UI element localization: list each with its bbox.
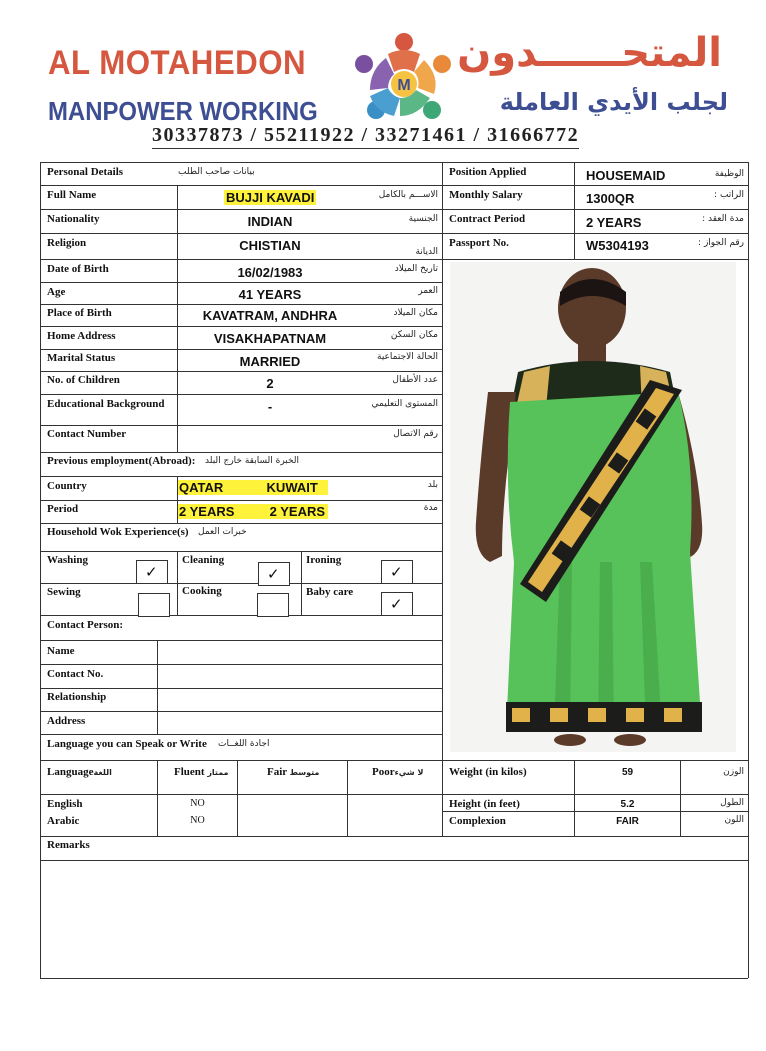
dob-label-ar: تاريخ الميلاد [394,264,438,274]
home-address-value: VISAKHAPATNAM [213,331,327,346]
passport-label: Passport No. [449,237,509,249]
monthly-salary-value: 1300QR [586,191,635,206]
contract-period-value: 2 YEARS [586,215,642,230]
children-label-ar: عدد الأطفال [392,375,438,385]
passport-value: W5304193 [586,238,649,253]
weight-label-ar: الوزن [723,767,744,777]
height-label-ar: الطول [720,798,744,808]
skill-cleaning-checkbox[interactable] [258,562,290,586]
full-name-label: Full Name [47,189,97,201]
relationship-label: Relationship [47,691,107,703]
household-label: Household Wok Experience(s) [47,526,189,538]
check-icon: ✓ [390,595,403,613]
contact-number-label-ar: رقم الاتصال [393,429,438,439]
monthly-salary-label-ar: الراتب : [714,190,744,200]
height-value: 5.2 [620,799,635,810]
household-label-ar: خبرات العمل [198,527,247,537]
contact-name-label: Name [47,645,75,657]
candidate-photo [450,262,736,752]
children-label: No. of Children [47,374,120,386]
period-values [178,504,328,519]
religion-value: CHISTIAN [239,238,301,253]
age-label-ar: العمر [418,286,438,296]
brand-name-ar: المتحــــــدون [457,30,722,76]
skill-babycare-checkbox[interactable] [381,592,413,616]
brand-subtitle-ar: لجلب الأيدي العاملة [499,88,728,116]
lang-english-fluent: NO [190,798,205,809]
complexion-value: FAIR [616,816,639,827]
lang-arabic-fluent: NO [190,815,205,826]
marital-status-label: Marital Status [47,352,116,364]
home-address-label: Home Address [47,330,116,342]
country-2: KUWAIT [266,480,318,495]
skill-washing-checkbox[interactable] [136,560,168,584]
children-value: 2 [266,376,274,391]
weight-label: Weight (in kilos) [449,766,527,778]
nationality-label: Nationality [47,213,100,225]
personal-details-label-ar: بيانات صاحب الطلب [178,167,255,177]
skill-ironing-checkbox[interactable] [381,560,413,584]
position-applied-value: HOUSEMAID [586,168,666,183]
contact-number-label: Contact Number [47,428,127,440]
dob-label: Date of Birth [47,263,109,275]
country-values [178,480,328,495]
position-applied-label-ar: الوظيفة [714,169,744,179]
skill-washing-label: Washing [47,554,88,566]
education-label-ar: المستوى التعليمي [371,399,438,409]
full-name-value: BUJJI KAVADI [226,190,315,205]
age-label: Age [47,286,66,298]
complexion-label-ar: اللون [724,815,744,825]
contact-no-label: Contact No. [47,668,104,680]
period-label: Period [47,503,79,515]
home-address-label-ar: مكان السكن [390,330,438,340]
position-applied-label: Position Applied [449,166,527,178]
logo-letter: M [397,77,411,94]
skill-ironing-label: Ironing [306,554,342,566]
marital-status-label-ar: الحالة الاجتماعية [377,352,438,362]
religion-label: Religion [47,237,87,249]
lang-arabic-label: Arabic [47,815,80,827]
place-of-birth-label: Place of Birth [47,307,112,319]
skill-sewing-label: Sewing [47,586,81,598]
contract-period-label-ar: مدة العقد : [702,214,744,224]
language-section-label-ar: اجادة اللغــات [218,739,270,749]
skill-cooking-label: Cooking [182,585,222,597]
complexion-label: Complexion [449,815,506,827]
language-section-label: Language you can Speak or Write [47,738,207,750]
skill-cleaning-label: Cleaning [182,554,225,566]
lang-english-label: English [47,798,83,810]
passport-label-ar: رقم الجواز : [698,238,744,248]
place-of-birth-label-ar: مكان الميلاد [393,308,438,318]
period-1: 2 YEARS [179,504,235,519]
religion-label-ar: الديانة [415,247,438,257]
country-1: QATAR [179,480,224,495]
skill-sewing-checkbox[interactable] [138,593,170,617]
brand-subtitle-en: MANPOWER WORKING [48,96,318,126]
education-label: Educational Background [47,398,165,410]
age-value: 41 YEARS [238,287,302,302]
col-language-label: Languageاللغة [47,766,112,778]
phone-numbers: 30337873 / 55211922 / 33271461 / 31666772 [152,124,579,149]
col-poor-label: Poorلا شيء [372,766,424,778]
marital-status-value: MARRIED [239,354,301,369]
skill-babycare-label: Baby care [306,586,354,598]
weight-value: 59 [621,767,634,778]
remarks-label: Remarks [47,839,90,851]
education-value: - [267,399,273,414]
full-name-label-ar: الاســـم بالكامل [378,190,438,200]
company-logo [348,32,460,126]
nationality-value: INDIAN [247,214,293,229]
contract-period-label: Contract Period [449,213,526,225]
skill-cooking-checkbox[interactable] [257,593,289,617]
check-icon: ✓ [267,565,280,583]
col-fluent-label: Fluent ممتاز [174,766,229,778]
previous-employment-label: Previous employment(Abroad): [47,455,196,467]
previous-employment-label-ar: الخبرة السابقة خارج البلد [205,456,300,466]
country-label-ar: بلد [427,480,438,490]
personal-details-label: Personal Details [47,166,124,178]
col-fair-label: Fair متوسط [267,766,320,778]
brand-name-en: AL MOTAHEDON [48,44,307,82]
period-2: 2 YEARS [269,504,326,519]
contact-person-label: Contact Person: [47,619,124,631]
nationality-label-ar: الجنسية [408,214,438,224]
check-icon: ✓ [145,563,158,581]
height-label: Height (in feet) [449,798,520,810]
period-label-ar: مدة [423,503,438,513]
contact-address-label: Address [47,715,86,727]
check-icon: ✓ [390,563,403,581]
monthly-salary-label: Monthly Salary [449,189,523,201]
country-label: Country [47,480,87,492]
place-of-birth-value: KAVATRAM, ANDHRA [202,308,338,323]
dob-value: 16/02/1983 [237,265,303,280]
